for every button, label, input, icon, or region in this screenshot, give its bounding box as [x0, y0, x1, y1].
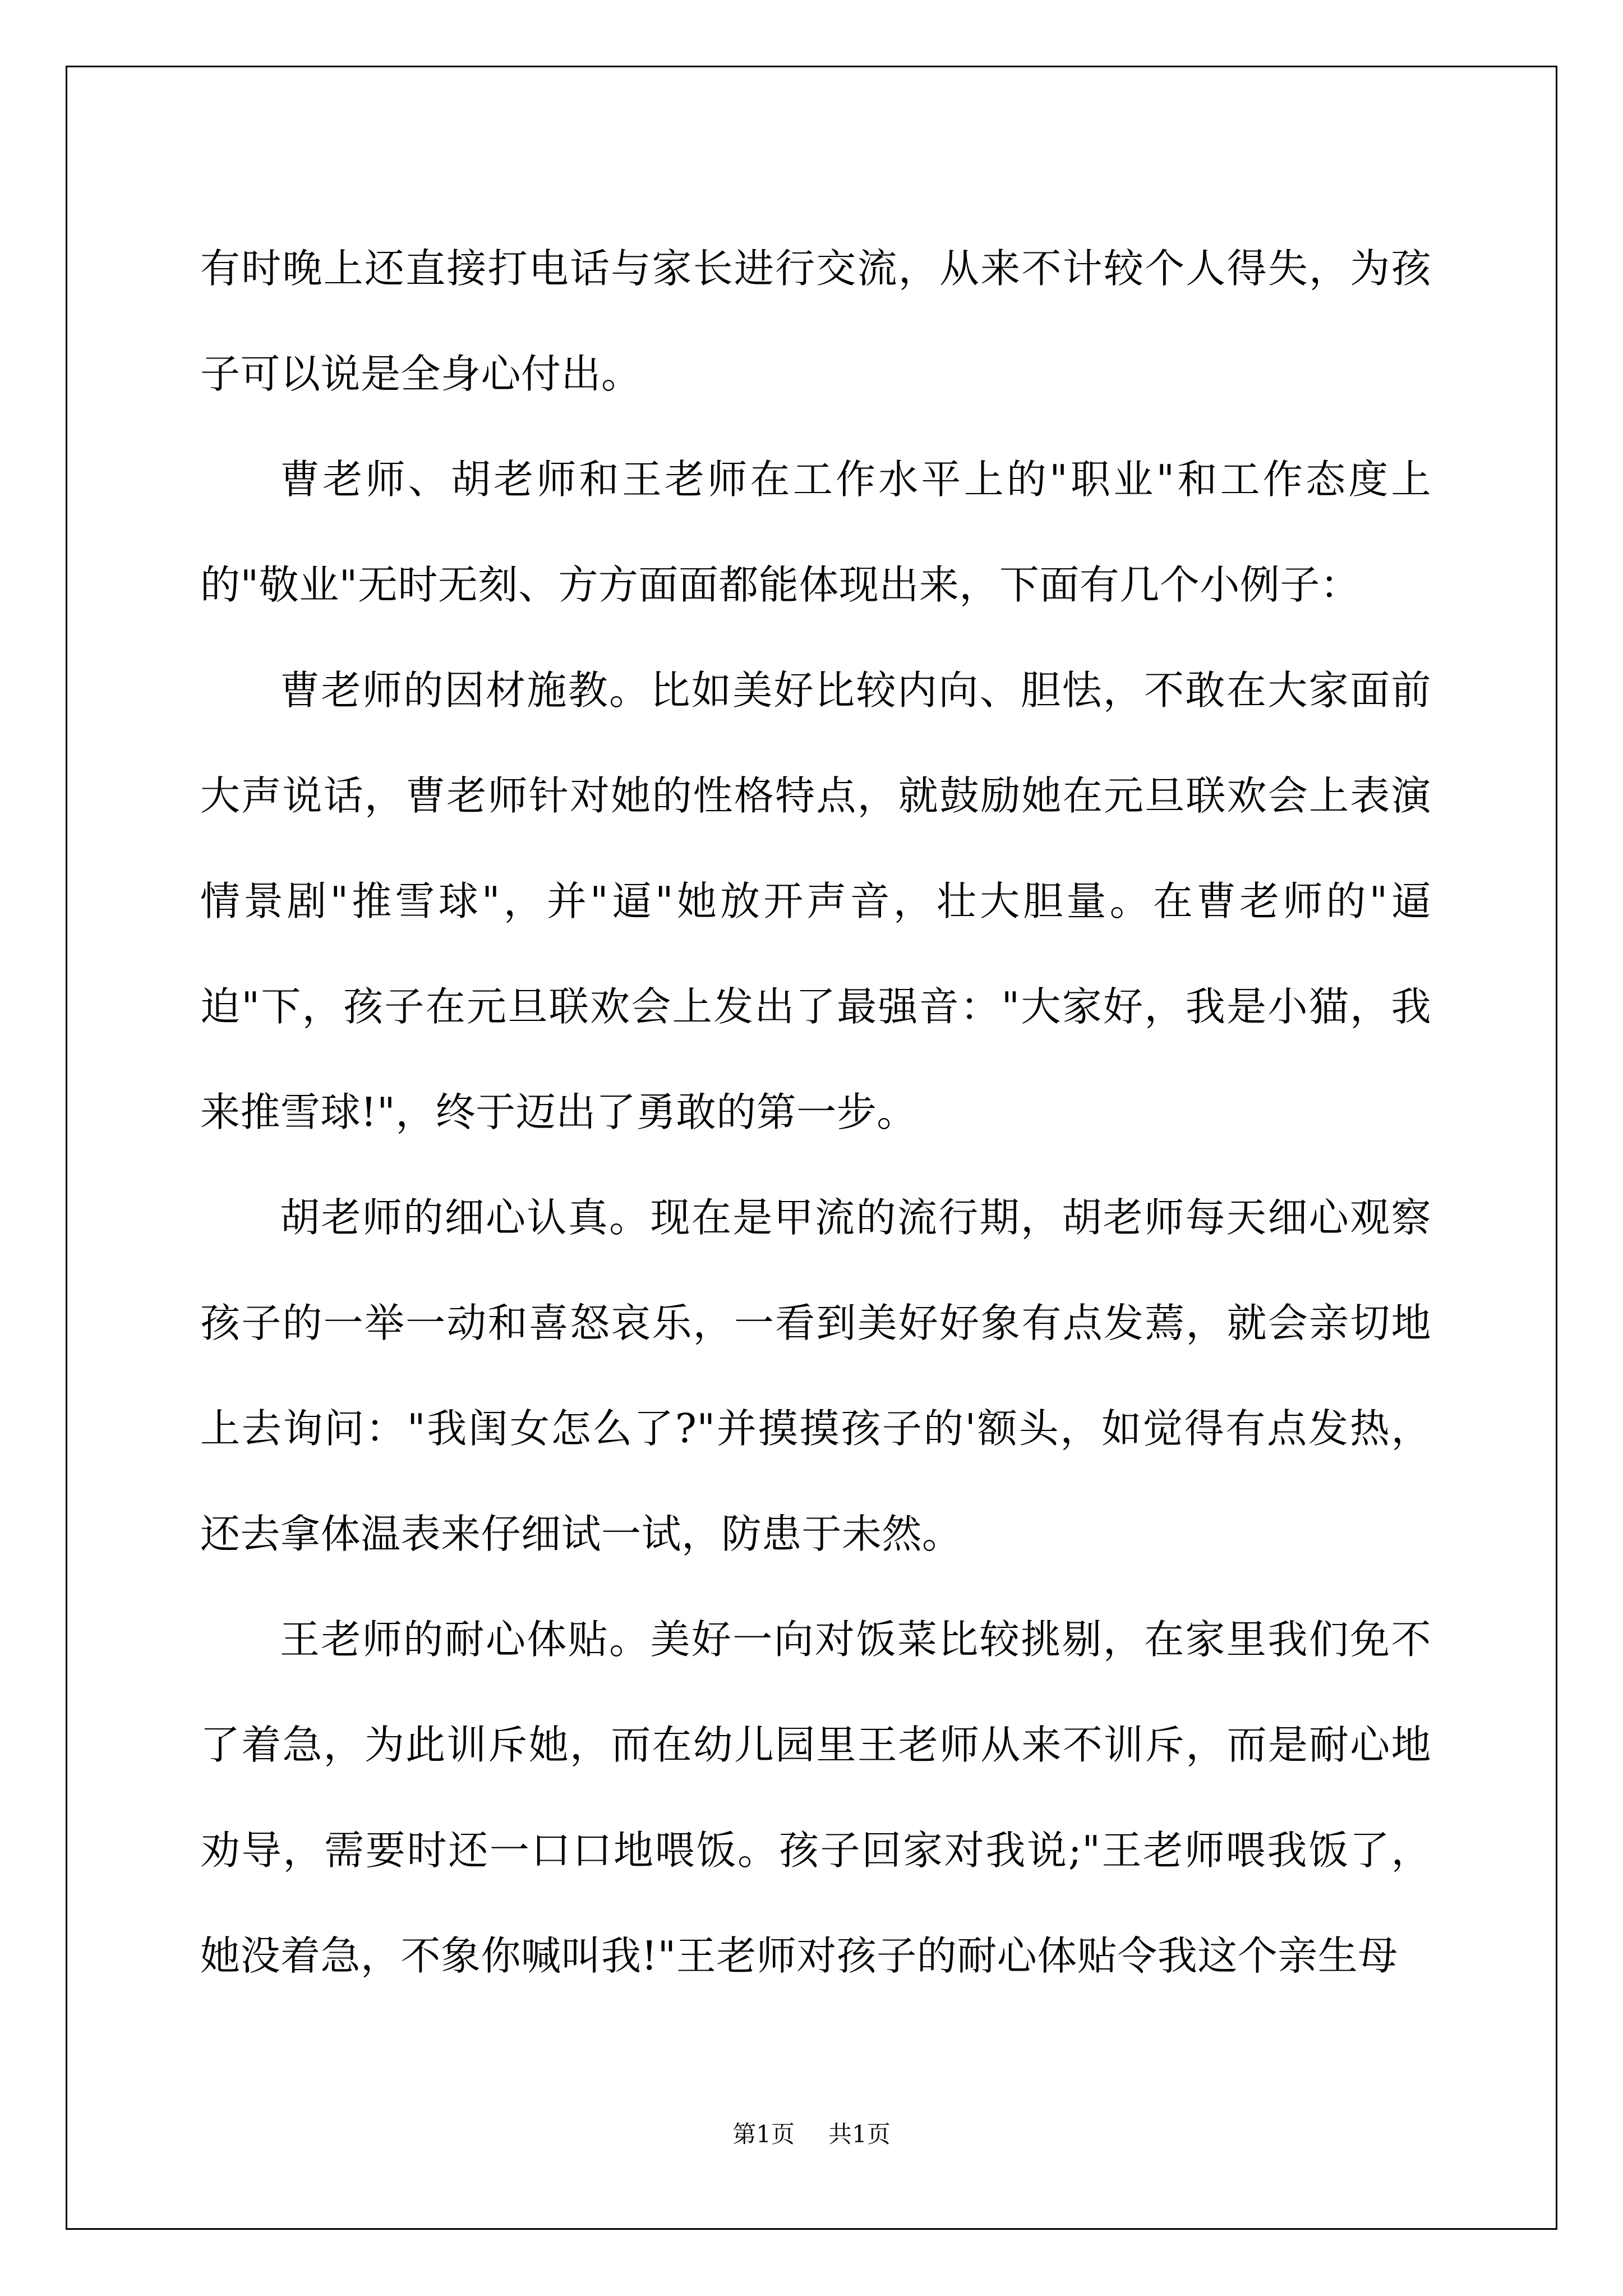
page-total: 共1页	[828, 2120, 891, 2148]
paragraph-5: 王老师的耐心体贴。美好一向对饭菜比较挑剔，在家里我们免不了着急，为此训斥她，而在幼儿园里王老师从来不训斥，而是耐心地劝导，需要时还一口口地喂饭。孩子回家对我说;"王老师喂我饭了，她没着急，不象你喊叫我!"王老师对孩子的耐心体贴令我这个亲生母	[200, 1616, 1431, 1979]
document-body	[200, 216, 1431, 2009]
paragraph-3: 曹老师的因材施教。比如美好比较内向、胆怯，不敢在大家面前大声说话，曹老师针对她的性格特点，就鼓励她在元旦联欢会上表演情景剧"推雪球"，并"逼"她放开声音，壮大胆量。在曹老师的"逼迫"下，孩子在元旦联欢会上发出了最强音："大家好，我是小猫，我来推雪球!"，终于迈出了勇敢的第一步。	[200, 667, 1431, 1135]
paragraph-1: 有时晚上还直接打电话与家长进行交流，从来不计较个人得失，为孩子可以说是全身心付出。	[200, 245, 1431, 397]
paragraph-2: 曹老师、胡老师和王老师在工作水平上的"职业"和工作态度上的"敬业"无时无刻、方方面面都能体现出来，下面有几个小例子：	[200, 456, 1431, 608]
paragraph-4: 胡老师的细心认真。现在是甲流的流行期，胡老师每天细心观察孩子的一举一动和喜怒哀乐，一看到美好好象有点发蔫，就会亲切地上去询问："我闺女怎么了?"并摸摸孩子的'额头，如觉得有点发热，还去拿体温表来仔细试一试，防患于未然。	[200, 1194, 1431, 1557]
page-number: 第1页	[732, 2120, 795, 2148]
page-footer	[0, 2118, 1623, 2151]
